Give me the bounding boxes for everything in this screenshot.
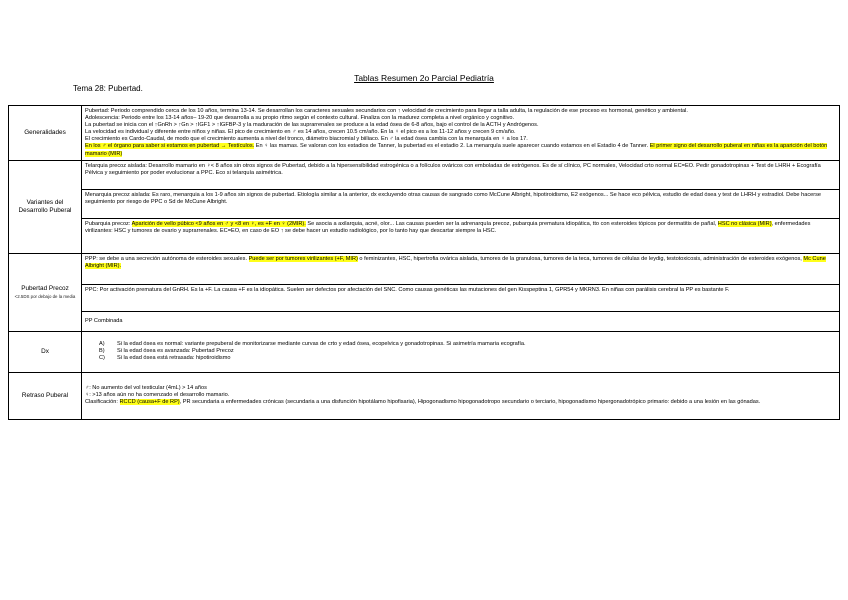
label-pubertad-precoz	[9, 253, 82, 331]
text-pubarquia-cierre: , enfermedades virilizantes: HSC y tumores de ovario y suprarrenales. EC=EO, en caso de EO ↑ se debe hacer un estudio radiológico, por lo tanto hay que descartar siempre la HSC.	[85, 220, 811, 234]
text-adolescencia-def: Adolescencia: Periodo entre los 13-14 años– 19-20 que desarrolla a su propio ritmo según el contexto cultural. Finaliza con la madurez completa a nivel orgánico y cognitivo.	[85, 115, 515, 122]
highlight-boton-mamario: El primer signo del desarrollo puberal en niñas es la aparición del botón mamario (MIR)	[85, 143, 828, 157]
row-dx	[9, 331, 840, 372]
row-pubarquia	[9, 218, 840, 253]
highlight-tumores-virilizantes: Puede ser por tumores virilizantes (+F, MIR)	[248, 255, 358, 262]
cell-pp-combinada: PP Combinada	[82, 311, 840, 331]
cell-ppc: PPC: Por activación prematura del GnRH. Es la +F. La causa +F es la idiopática. Suelen ser defectos por afectación del SNC. Como causas genéticas las mutaciones del gen Kisspeptina 1, GPR54 y MKRN3. En niñas con parálisis cerebral la PP es bastante F.	[82, 284, 840, 311]
list-text: Si la edad ósea es avanzada: Pubertad Precoz	[117, 348, 234, 355]
row-generalidades	[9, 106, 840, 161]
text-retraso-varon: ♂: No aumento del vol testicular (4mL) > 14 años	[85, 385, 207, 392]
text-crecimiento: El crecimiento es Cardo-Caudal, de modo que el crecimiento aumenta a nivel del tronco, diámetro biacromial y biiliaco. En ♂ la edad ósea cambia con la menarquía en ♀ a los 17.	[85, 136, 528, 143]
text-pubarquia-intro: Pubarquia precoz:	[85, 220, 132, 227]
highlight-vello-pubico: Aparición de vello púbico <9 años en ♂ y <8 en ♀, es +F en ♀ (2MIR).	[131, 220, 306, 227]
list-letter: B)	[99, 348, 105, 355]
list-item	[85, 355, 836, 362]
text-retraso-clasificacion	[85, 399, 836, 406]
highlight-mccune: Mc Cune Albright (MIR).	[85, 255, 826, 269]
cell-generalidades	[82, 106, 840, 161]
row-ppp	[9, 253, 840, 284]
highlight-testiculos: En los ♂ el órgano para saber si estamos en pubertad → Testículos.	[85, 143, 255, 150]
row-pp-combinada	[9, 311, 840, 331]
row-retraso	[9, 372, 840, 419]
highlight-rccd: RCCD (causa+F de RP)	[119, 399, 180, 406]
label-variantes: Variantes del Desarrollo Puberal	[9, 160, 82, 253]
row-menarquia	[9, 189, 840, 218]
text-clasificacion-body: , PR secundaria a enfermedades crónicas (secundaria a una disfunción hipotálamo hipofisaria), Hipogonadismo hipogonadotropo secundario o terciario, hipogonadismo hipergonadotrópico primario: debido a una lesión en las gónadas.	[179, 399, 761, 406]
text-pubertad-def: Pubertad: Periodo comprendido cerca de los 10 años, termina 13-14. Se desarrollan los caracteres sexuales secundarios con ↑ velocidad de crecimiento para llegar a talla adulta, la regulación de ese proceso es hormonal, genético y ambiental.	[85, 108, 688, 114]
text-clasificacion-label: Clasificación:	[85, 399, 120, 406]
row-telarquia	[9, 160, 840, 189]
list-item	[85, 341, 836, 348]
cell-telarquia: Telarquia precoz aislada: Desarrollo mamario en ♀< 8 años sin otros signos de Pubertad, debido a la hipersensibilidad estrogénica o a folículos ováricos con emboladas de estrógenos. Es de sí clínico, PC normales, Velocidad crto normal EC=EO. Pedir gonadotropinas + Test de LHRH + Ecografía Pélvica y seguimiento por poder evolucionar a PPC. Eco si telarquía asimétrica.	[82, 160, 840, 189]
list-letter: C)	[99, 355, 105, 362]
text-ppp-causas: o feminizantes, HSC, hipertrofia ovárica aislada, tumores de la granulosa, tumores de la teca, tumores de células de leydig, testotoxicosis, administración de esteroides exógenos,	[357, 255, 804, 262]
cell-menarquia: Menarquia precoz aislada: Es raro, menarquia a los 1-9 años sin signos de pubertad. Etiología similar a la anterior, dx excluyendo otras causas de sangrado como McCune Albright, hipotiroidismo, E2 exógenos... Se hace eco pélvica, estudio de edad ósea y test de LHRH y estradiol. Debe hacerse seguimiento por riesgo de PPC o Sd de McCune Albright.	[82, 189, 840, 218]
summary-table	[8, 105, 840, 420]
list-item	[85, 348, 836, 355]
cell-ppp	[82, 253, 840, 284]
topic-heading: Tema 28: Pubertad.	[73, 84, 143, 93]
text-tanner	[85, 143, 836, 157]
label-generalidades: Generalidades	[9, 106, 82, 161]
text-pubarquia-causas: Se asocia a axilarquia, acné, olor... Las causas pueden ser la adrenarquía precoz, pubarquia prematura idiopática, tto con esteroides tópicos por dermatitis de pañal,	[305, 220, 718, 227]
document-title: Tablas Resumen 2o Parcial Pediatría	[354, 73, 494, 83]
text-retraso-mujer: ♀: >13 años aún no ha comenzado el desarrollo mamario.	[85, 392, 230, 399]
row-ppc	[9, 284, 840, 311]
cell-pubarquia	[82, 218, 840, 253]
highlight-hsc: HSC no clásica (MIR)	[717, 220, 772, 227]
text-velocidad: La velocidad es individual y diferente entre niños y niñas. El pico de crecimiento en ♂ es 14 años, crecen 10.5 cm/año. En la ♀ el pico es a los 11-12 años y crecen 9 cm/año.	[85, 129, 516, 136]
label-retraso: Retraso Puberal	[9, 372, 82, 419]
list-text: Si la edad ósea está retrasada: hipotiroidismo	[117, 355, 231, 362]
text-inicio-pubertad: La pubertad se inicia con el ↑GnRh > ↑Gn > ↑IGF1 > ↑IGFBP-3 y la maduración de las suprarrenales se produce a la edad ósea de 6-8 años, bajo el control de la ACTH y Andrógenos.	[85, 122, 539, 129]
list-letter: A)	[99, 341, 105, 348]
label-pubertad-precoz-text: Pubertad Precoz	[21, 285, 69, 293]
label-pubertad-precoz-sub: <2.5DS por debajo de la media	[14, 294, 76, 300]
text-ppp-intro: PPP: se debe a una secreción autónoma de esteroides sexuales.	[85, 255, 249, 262]
cell-dx	[82, 331, 840, 372]
text-tanner-body: En ♀ las mamas. Se valoran con los estadios de Tanner, la pubertad es el estadio 2. La menarquía suele aparecer cuando estamos en el Estadio 4 de Tanner.	[254, 143, 650, 150]
list-text: Si la edad ósea es normal: variante prepuberal de monitorizarse mediante curvas de crto y edad ósea, ecopelvica y gonadotropinas. Si asimetría mamaria ecografía.	[117, 341, 526, 348]
label-dx: Dx	[9, 331, 82, 372]
cell-retraso	[82, 372, 840, 419]
